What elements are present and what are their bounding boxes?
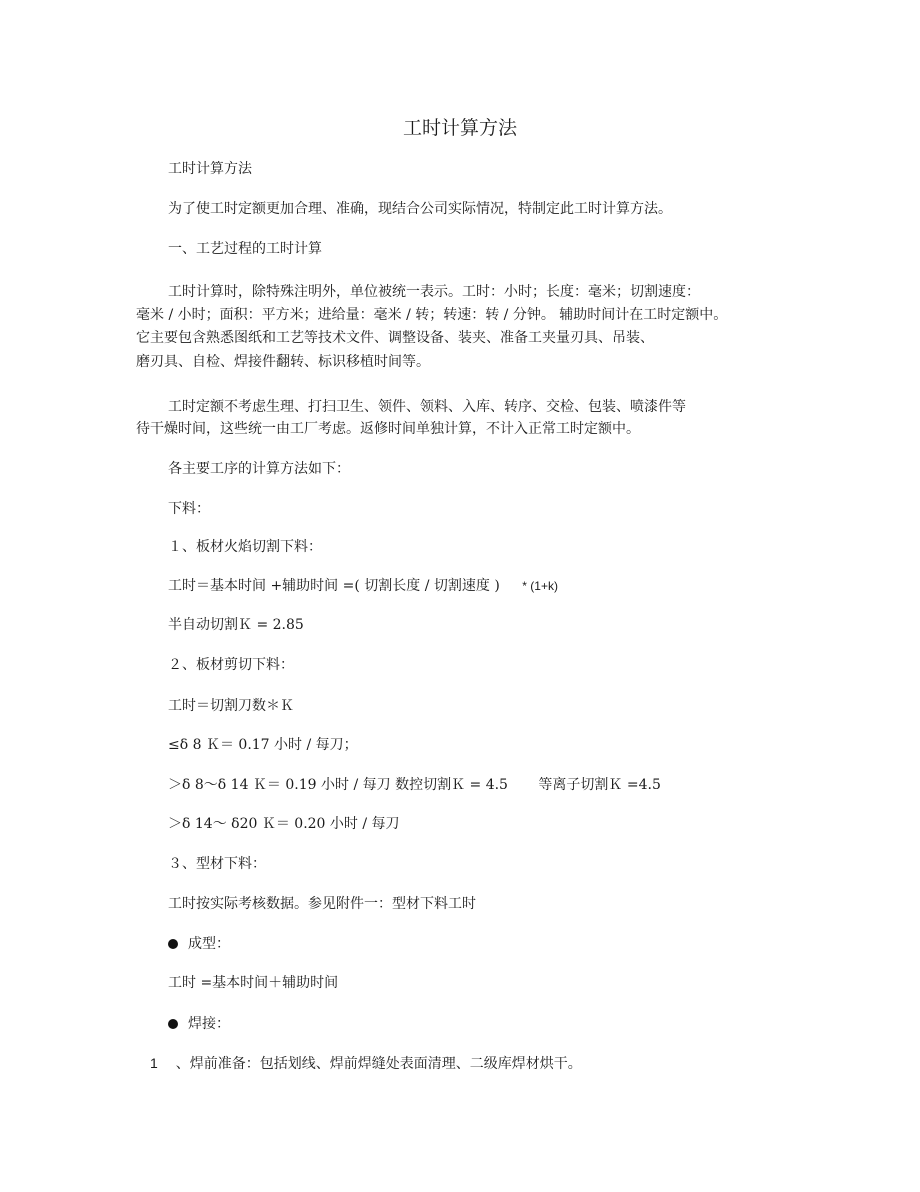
formula-text: 工时＝基本时间 +辅助时间 =( 切割长度 / 切割速度 ) <box>168 578 500 594</box>
bullet-item <box>168 1015 230 1033</box>
section-heading: 一、工艺过程的工时计算 <box>168 241 322 257</box>
paragraph-line: 毫米 / 小时；面积：平方米；进给量：毫米 / 转；转速：转 / 分钟。 辅助时间计在工时定额中。 <box>136 307 728 323</box>
condition-line: ≤δ 8 Ｋ＝ 0.17 小时 / 每刀； <box>168 737 358 753</box>
section-label: 下料： <box>168 501 210 517</box>
methods-intro: 各主要工序的计算方法如下： <box>168 461 350 477</box>
paragraph-line: 待干燥时间，这些统一由工厂考虑。返修时间单独计算，不计入正常工时定额中。 <box>136 421 640 437</box>
numbered-item <box>150 1054 582 1073</box>
k-value-line: 半自动切割Ｋ = 2.85 <box>168 617 304 633</box>
item-number: 1 <box>150 1055 158 1071</box>
formula-tail: * (1+k) <box>522 579 558 593</box>
subtitle: 工时计算方法 <box>168 161 252 177</box>
paragraph-line: 工时定额不考虑生理、打扫卫生、领件、领料、入库、转序、交检、包装、喷漆件等 <box>168 399 686 415</box>
condition-tail: 等离子切割Ｋ =4.5 <box>538 777 661 793</box>
intro-paragraph: 为了使工时定额更加合理、准确，现结合公司实际情况，特制定此工时计算方法。 <box>168 201 672 217</box>
bullet-icon <box>168 1019 178 1029</box>
paragraph-line: 磨刃具、自检、焊接件翻转、标识移植时间等。 <box>136 354 430 370</box>
paragraph-line: 它主要包含熟悉图纸和工艺等技术文件、调整设备、装夹、准备工夹量刃具、吊装、 <box>136 330 654 346</box>
condition-line: ＞δ 14～ δ20 Ｋ＝ 0.20 小时 / 每刀 <box>168 816 400 832</box>
bullet-label: 焊接： <box>188 1016 230 1032</box>
bullet-item <box>168 935 230 953</box>
bullet-icon <box>168 939 178 949</box>
document-title: 工时计算方法 <box>402 117 517 139</box>
list-item: ３、型材下料： <box>168 856 266 872</box>
paragraph-line: 工时计算时，除特殊注明外，单位被统一表示。工时：小时；长度：毫米；切割速度： <box>168 284 700 300</box>
bullet-label: 成型： <box>188 936 230 952</box>
formula-line: 工时＝切割刀数＊Ｋ <box>168 698 294 714</box>
list-item: ２、板材剪切下料： <box>168 657 294 673</box>
formula-line: 工时 =基本时间＋辅助时间 <box>168 975 339 991</box>
item-text: 、焊前准备：包括划线、焊前焊缝处表面清理、二级库焊材烘干。 <box>175 1056 582 1072</box>
condition-text: ＞δ 8～δ 14 Ｋ＝ 0.19 小时 / 每刀 数控切割Ｋ = 4.5 <box>168 777 508 793</box>
list-item: １、板材火焰切割下料： <box>168 539 322 555</box>
formula-line <box>168 577 558 595</box>
condition-line <box>168 776 661 794</box>
paragraph-line: 工时按实际考核数据。参见附件一：型材下料工时 <box>168 896 476 912</box>
